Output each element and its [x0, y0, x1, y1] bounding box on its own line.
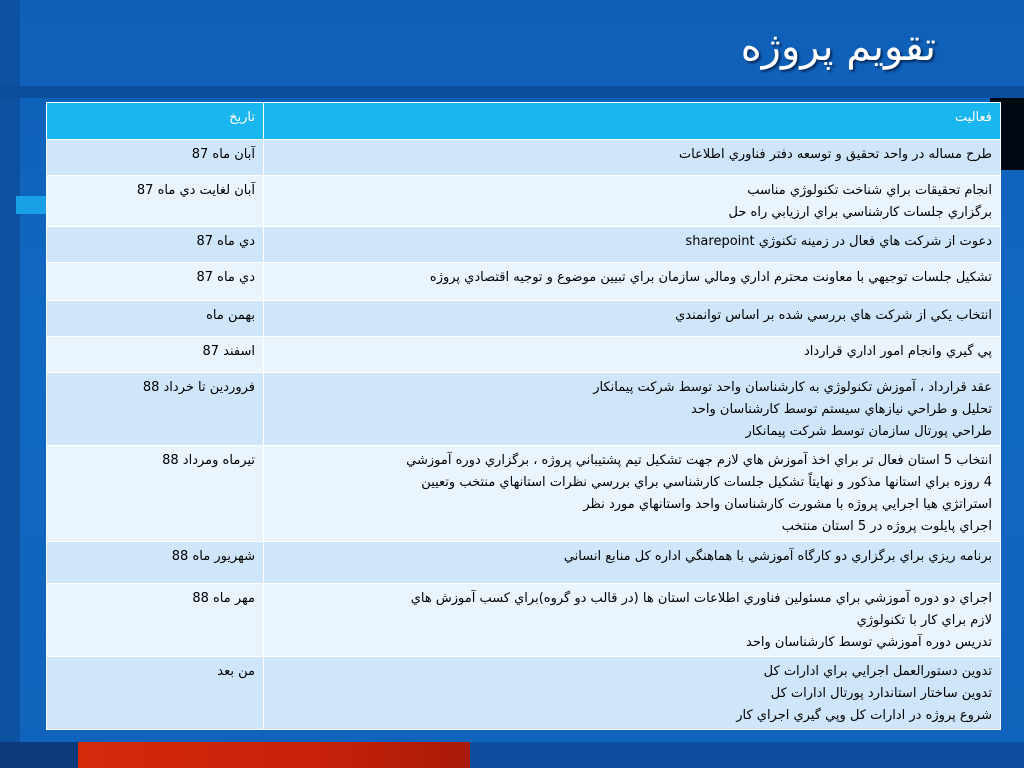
left-decor-marker — [16, 196, 48, 214]
activity-line: طراحي پورتال سازمان توسط شركت پيمانكار — [745, 424, 992, 439]
activity-line: انتخاب 5 استان فعال تر براي اخذ آموزش هاي لازم جهت تشكيل تيم پشتيباني پروژه ، برگزاري دوره آموزشي — [406, 453, 992, 468]
date-cell: آبان لغايت دي ماه 87 — [47, 176, 264, 227]
bottom-decor-blue — [470, 742, 1024, 768]
header-activity: فعاليت — [264, 103, 1001, 140]
activity-line: انجام تحقيقات براي شناخت تكنولوژي مناسب — [747, 183, 992, 198]
table-row — [47, 657, 1001, 730]
table-header-row — [47, 103, 1001, 140]
activity-line: برنامه ريزي براي برگزاري دو كارگاه آموزشي با هماهنگي اداره كل منابع انساني — [563, 549, 992, 564]
activity-line: اجراي پايلوت پروژه در 5 استان منتخب — [781, 519, 992, 534]
activity-cell — [264, 227, 1001, 263]
activity-cell — [264, 140, 1001, 176]
activity-line: تحليل و طراحي نيازهاي سيستم توسط كارشناسان واحد — [691, 402, 992, 417]
activity-line: استراتژي هيا اجرايي پروژه با مشورت كارشناسان واحد واستانهاي مورد نظر — [583, 497, 992, 512]
activity-line: شروع پروژه در ادارات كل وپي گيري اجراي كار — [736, 708, 992, 723]
table-row — [47, 373, 1001, 446]
activity-line: اجراي دو دوره آموزشي براي مسئولين فناوري اطلاعات استان ها (در قالب دو گروه)براي كسب آموزش هاي — [410, 591, 992, 606]
date-cell: آبان ماه 87 — [47, 140, 264, 176]
table-row — [47, 337, 1001, 373]
activity-line: تدوين دستورالعمل اجرايي براي ادارات كل — [763, 664, 992, 679]
table-row — [47, 446, 1001, 542]
activity-line: برگزاري جلسات كارشناسي براي ارزيابي راه حل — [728, 205, 992, 220]
activity-line: دعوت از شركت هاي فعال در زمينه تكنوژي sharepoint — [685, 234, 992, 249]
table-row — [47, 140, 1001, 176]
date-cell: دي ماه 87 — [47, 263, 264, 301]
date-cell: اسفند 87 — [47, 337, 264, 373]
activity-cell — [264, 542, 1001, 584]
table-row — [47, 176, 1001, 227]
date-cell: تيرماه ومرداد 88 — [47, 446, 264, 542]
date-cell: فروردين تا خرداد 88 — [47, 373, 264, 446]
activity-line: انتخاب يكي از شركت هاي بررسي شده بر اساس توانمندي — [675, 308, 992, 323]
table-row — [47, 542, 1001, 584]
activity-cell — [264, 657, 1001, 730]
slide-title: تقويم پروژه — [740, 24, 936, 70]
bottom-decor-navy — [0, 742, 78, 768]
table-row — [47, 584, 1001, 657]
date-cell: شهريور ماه 88 — [47, 542, 264, 584]
activity-line: تشكيل جلسات توجيهي با معاونت محترم اداري ومالي سازمان براي تبيين موضوع و توجيه اقتصادي پروژه — [429, 270, 992, 285]
activity-line: تدريس دوره آموزشي توسط كارشناسان واحد — [746, 635, 992, 650]
activity-cell — [264, 176, 1001, 227]
left-decor-band — [0, 0, 20, 768]
table-row — [47, 301, 1001, 337]
top-decor-band — [0, 86, 1024, 98]
bottom-accent-bar — [78, 742, 470, 768]
activity-line: تدوين ساختار استاندارد پورتال ادارات كل — [770, 686, 992, 701]
schedule-table — [46, 102, 1001, 730]
date-cell: بهمن ماه — [47, 301, 264, 337]
activity-line: طرح مساله در واحد تحقيق و توسعه دفتر فناوري اطلاعات — [678, 147, 992, 162]
date-cell: مهر ماه 88 — [47, 584, 264, 657]
activity-line: عقد قرارداد ، آموزش تكنولوژي به كارشناسان واحد توسط شركت پيمانكار — [593, 380, 992, 395]
activity-cell — [264, 263, 1001, 301]
activity-line: پي گيري وانجام امور اداري قرارداد — [804, 344, 992, 359]
activity-cell — [264, 337, 1001, 373]
header-date: تاريخ — [47, 103, 264, 140]
table-row — [47, 227, 1001, 263]
date-cell: دي ماه 87 — [47, 227, 264, 263]
activity-cell — [264, 446, 1001, 542]
activity-cell — [264, 301, 1001, 337]
date-cell: من بعد — [47, 657, 264, 730]
activity-line: 4 روزه براي استانها مذكور و نهايتاً تشكيل جلسات كارشناسي براي بررسي نظرات استانهاي منتخب وتعيين — [421, 475, 992, 490]
activity-cell — [264, 373, 1001, 446]
activity-cell — [264, 584, 1001, 657]
table-row — [47, 263, 1001, 301]
activity-line: لازم براي كار با تكنولوژي — [856, 613, 992, 628]
